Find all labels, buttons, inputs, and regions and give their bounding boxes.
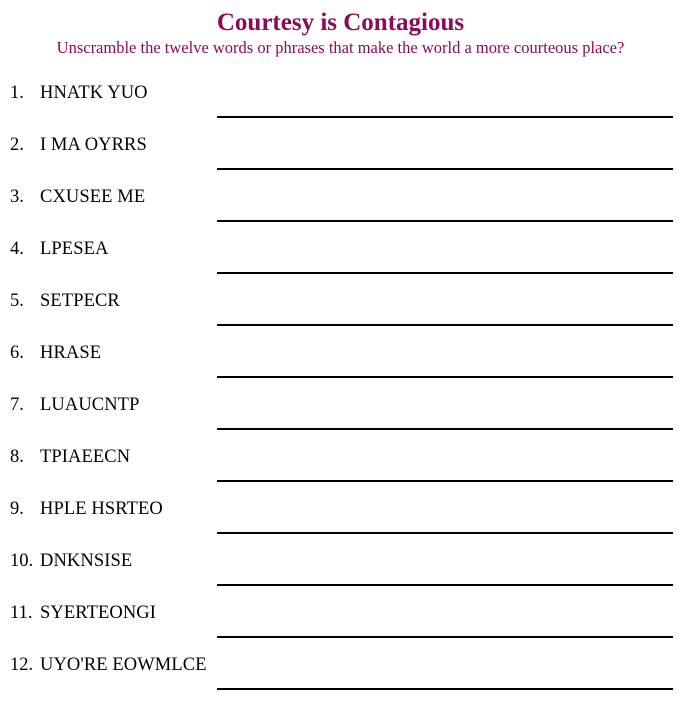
answer-line[interactable]	[217, 116, 673, 118]
item-number: 12.	[10, 655, 34, 675]
puzzle-item	[0, 186, 681, 238]
answer-line[interactable]	[217, 688, 673, 690]
puzzle-item	[0, 602, 681, 654]
answer-line[interactable]	[217, 376, 673, 378]
puzzle-item	[0, 134, 681, 186]
answer-line[interactable]	[217, 220, 673, 222]
scrambled-word: UYO'RE EOWMLCE	[40, 655, 207, 675]
answer-line[interactable]	[217, 272, 673, 274]
scrambled-word: LPESEA	[40, 239, 109, 259]
puzzle-item	[0, 238, 681, 290]
item-number: 2.	[10, 135, 24, 155]
answer-line[interactable]	[217, 168, 673, 170]
answer-line[interactable]	[217, 480, 673, 482]
answer-line[interactable]	[217, 636, 673, 638]
puzzle-item	[0, 82, 681, 134]
scrambled-word: DNKNSISE	[40, 551, 133, 571]
scrambled-word: HRASE	[40, 343, 102, 363]
scrambled-word: HNATK YUO	[40, 83, 148, 103]
scrambled-word: CXUSEE ME	[40, 187, 146, 207]
scrambled-word: SETPECR	[40, 291, 120, 311]
puzzle-item	[0, 498, 681, 550]
scrambled-word: LUAUCNTP	[40, 395, 140, 415]
puzzle-item	[0, 290, 681, 342]
page-title: Courtesy is Contagious	[216, 9, 465, 36]
item-number: 7.	[10, 395, 24, 415]
instructions-subtitle: Unscramble the twelve words or phrases that make the world a more courteous place?	[56, 38, 625, 57]
answer-line[interactable]	[217, 428, 673, 430]
item-number: 1.	[10, 83, 24, 103]
item-number: 5.	[10, 291, 24, 311]
item-number: 8.	[10, 447, 24, 467]
scrambled-word: SYERTEONGI	[40, 603, 157, 623]
answer-line[interactable]	[217, 324, 673, 326]
scrambled-word: I MA OYRRS	[40, 135, 147, 155]
puzzle-item	[0, 342, 681, 394]
item-number: 4.	[10, 239, 24, 259]
puzzle-item	[0, 394, 681, 446]
puzzle-item	[0, 550, 681, 602]
puzzle-item	[0, 654, 681, 706]
item-number: 6.	[10, 343, 24, 363]
answer-line[interactable]	[217, 584, 673, 586]
scrambled-word: TPIAEECN	[40, 447, 131, 467]
scrambled-word: HPLE HSRTEO	[40, 499, 163, 519]
item-number: 10.	[10, 551, 34, 571]
item-number: 9.	[10, 499, 24, 519]
answer-line[interactable]	[217, 532, 673, 534]
puzzle-item	[0, 446, 681, 498]
item-number: 11.	[10, 603, 33, 623]
item-number: 3.	[10, 187, 24, 207]
